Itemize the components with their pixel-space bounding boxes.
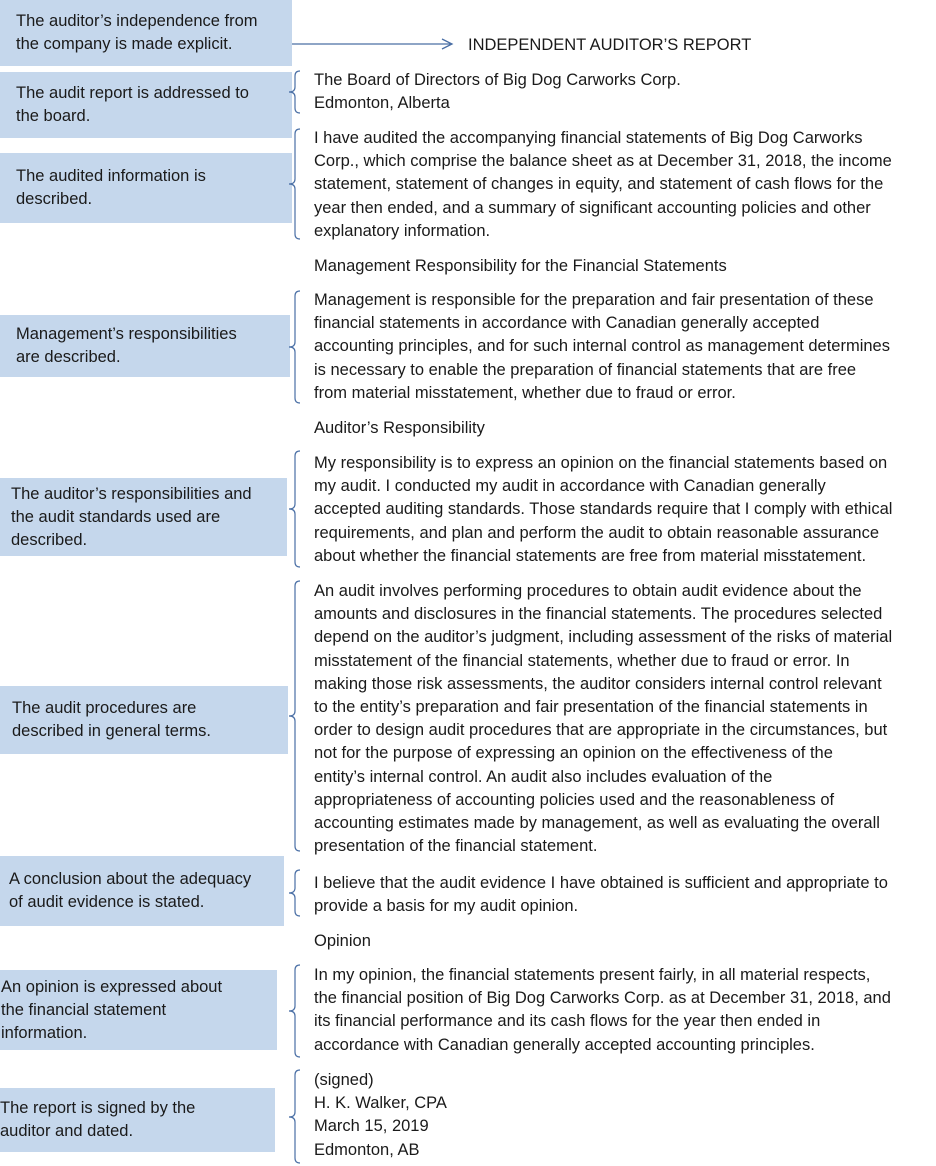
text-line: making those risk assessments, the auditor considers internal control relevant <box>314 674 882 693</box>
text-line: order to design audit procedures that are appropriate in the circumstances, but <box>314 721 888 740</box>
brace-opinion <box>286 964 306 1058</box>
text-line: is necessary to enable the preparation of financial statements that are free <box>314 360 857 379</box>
annotation-line: are described. <box>16 348 121 366</box>
annotation-line: described in general terms. <box>12 722 212 740</box>
brace-management <box>286 290 306 404</box>
annotation-auditor-responsibility <box>0 478 287 556</box>
text-line: entity’s internal control. An audit also includes evaluation of the <box>314 767 773 786</box>
brace-intro <box>286 128 306 240</box>
text-line: requirements, and plan and perform the audit to obtain reasonable assurance <box>314 523 880 542</box>
annotation-line: The report is signed by the <box>0 1099 196 1117</box>
annotation-line: The auditor’s responsibilities and <box>11 484 252 503</box>
text-line: amounts and disclosures in the financial statements. The procedures selected <box>314 605 883 624</box>
annotation-line: described. <box>11 530 88 549</box>
text-line: to the entity’s preparation and fair presentation of the financial statements in <box>314 698 868 717</box>
text-line: An audit involves performing procedures to obtain audit evidence about the <box>314 582 862 600</box>
annotation-line: The auditor’s independence from <box>16 12 258 30</box>
annotation-line: The audit report is addressed to <box>16 84 249 102</box>
annotation-line: information. <box>1 1023 88 1042</box>
annotation-line: of audit evidence is stated. <box>9 893 205 911</box>
text-line: from material misstatement, whether due to fraud or error. <box>314 383 736 402</box>
auditor-paragraph <box>314 452 892 568</box>
annotation-independence <box>0 0 292 66</box>
heading-opinion: Opinion <box>314 932 371 950</box>
text-line: depend on the auditor’s judgment, including assessment of the risks of material <box>314 628 893 647</box>
text-line: March 15, 2019 <box>314 1117 429 1136</box>
signature-block <box>314 1069 447 1162</box>
brace-auditor <box>286 450 306 568</box>
heading-management: Management Responsibility for the Financial Statements <box>314 257 727 275</box>
annotation-line: the board. <box>16 107 91 125</box>
text-line: provide a basis for my audit opinion. <box>314 897 579 916</box>
text-line: accepted auditing standards. Those standards require that I comply with ethical <box>314 500 893 519</box>
annotation-line: An opinion is expressed about <box>1 977 223 996</box>
text-line: accounting principles, and for such internal control as management determines <box>314 337 890 356</box>
annotation-opinion <box>0 970 277 1050</box>
report-title: INDEPENDENT AUDITOR’S REPORT <box>468 36 752 54</box>
annotation-evidence <box>0 856 284 926</box>
opinion-paragraph <box>314 964 891 1057</box>
text-line: Edmonton, AB <box>314 1140 420 1159</box>
text-line: In my opinion, the financial statements present fairly, in all material respects, <box>314 966 871 984</box>
text-line: about whether the financial statements are free from material misstatement. <box>314 546 867 565</box>
annotation-line: The audit procedures are <box>12 699 197 717</box>
text-line: The Board of Directors of Big Dog Carworks Corp. <box>314 71 681 89</box>
text-line: Corp., which comprise the balance sheet as at December 31, 2018, the income <box>314 152 892 171</box>
annotation-procedures <box>0 686 288 754</box>
text-line: (signed) <box>314 1071 374 1089</box>
annotation-signature <box>0 1088 275 1152</box>
text-line: appropriateness of accounting policies used and the reasonableness of <box>314 790 835 809</box>
annotation-addressee <box>0 72 292 138</box>
annotation-management <box>0 315 290 377</box>
annotation-line: A conclusion about the adequacy <box>9 870 252 888</box>
text-line: I believe that the audit evidence I have obtained is sufficient and appropriate to <box>314 874 888 892</box>
brace-addressee <box>286 70 306 114</box>
brace-procedures <box>286 580 306 852</box>
evidence-paragraph <box>314 872 888 918</box>
annotation-line: the financial statement <box>1 1000 167 1019</box>
annotation-audited-information <box>0 153 292 223</box>
procedures-paragraph <box>314 580 892 858</box>
text-line: My responsibility is to express an opinion on the financial statements based on <box>314 454 888 472</box>
intro-paragraph <box>314 127 892 243</box>
annotation-line: Management’s responsibilities <box>16 325 237 343</box>
heading-auditor: Auditor’s Responsibility <box>314 419 485 437</box>
text-line: accordance with Canadian generally accepted accounting principles. <box>314 1035 815 1054</box>
text-line: its financial performance and its cash flows for the year then ended in <box>314 1012 821 1031</box>
text-line: I have audited the accompanying financial statements of Big Dog Carworks <box>314 129 863 147</box>
text-line: explanatory information. <box>314 221 491 240</box>
text-line: misstatement of the financial statements, whether due to fraud or error. In <box>314 651 850 670</box>
text-line: H. K. Walker, CPA <box>314 1094 447 1113</box>
text-line: statement, statement of changes in equity, and statement of cash flows for the <box>314 175 884 194</box>
annotation-line: the company is made explicit. <box>16 35 233 53</box>
text-line: presentation of the financial statement. <box>314 837 598 856</box>
addressee-block <box>314 69 681 115</box>
annotation-line: the audit standards used are <box>11 507 221 526</box>
annotation-line: auditor and dated. <box>0 1122 134 1140</box>
text-line: financial statements in accordance with Canadian generally accepted <box>314 314 820 333</box>
text-line: year then ended, and a summary of significant accounting policies and other <box>314 198 871 217</box>
arrow-icon <box>292 36 457 52</box>
text-line: the financial position of Big Dog Carworks Corp. as at December 31, 2018, and <box>314 989 891 1008</box>
text-line: Management is responsible for the preparation and fair presentation of these <box>314 291 874 309</box>
text-line: not for the purpose of expressing an opinion on the effectiveness of the <box>314 744 833 763</box>
management-paragraph <box>314 289 890 405</box>
text-line: my audit. I conducted my audit in accordance with Canadian generally <box>314 477 826 496</box>
text-line: Edmonton, Alberta <box>314 94 450 113</box>
text-line: accounting estimates made by management, as well as evaluating the overall <box>314 814 880 833</box>
brace-evidence <box>286 869 306 917</box>
annotation-line: described. <box>16 190 93 208</box>
annotation-line: The audited information is <box>16 167 206 185</box>
brace-signature <box>286 1069 306 1165</box>
